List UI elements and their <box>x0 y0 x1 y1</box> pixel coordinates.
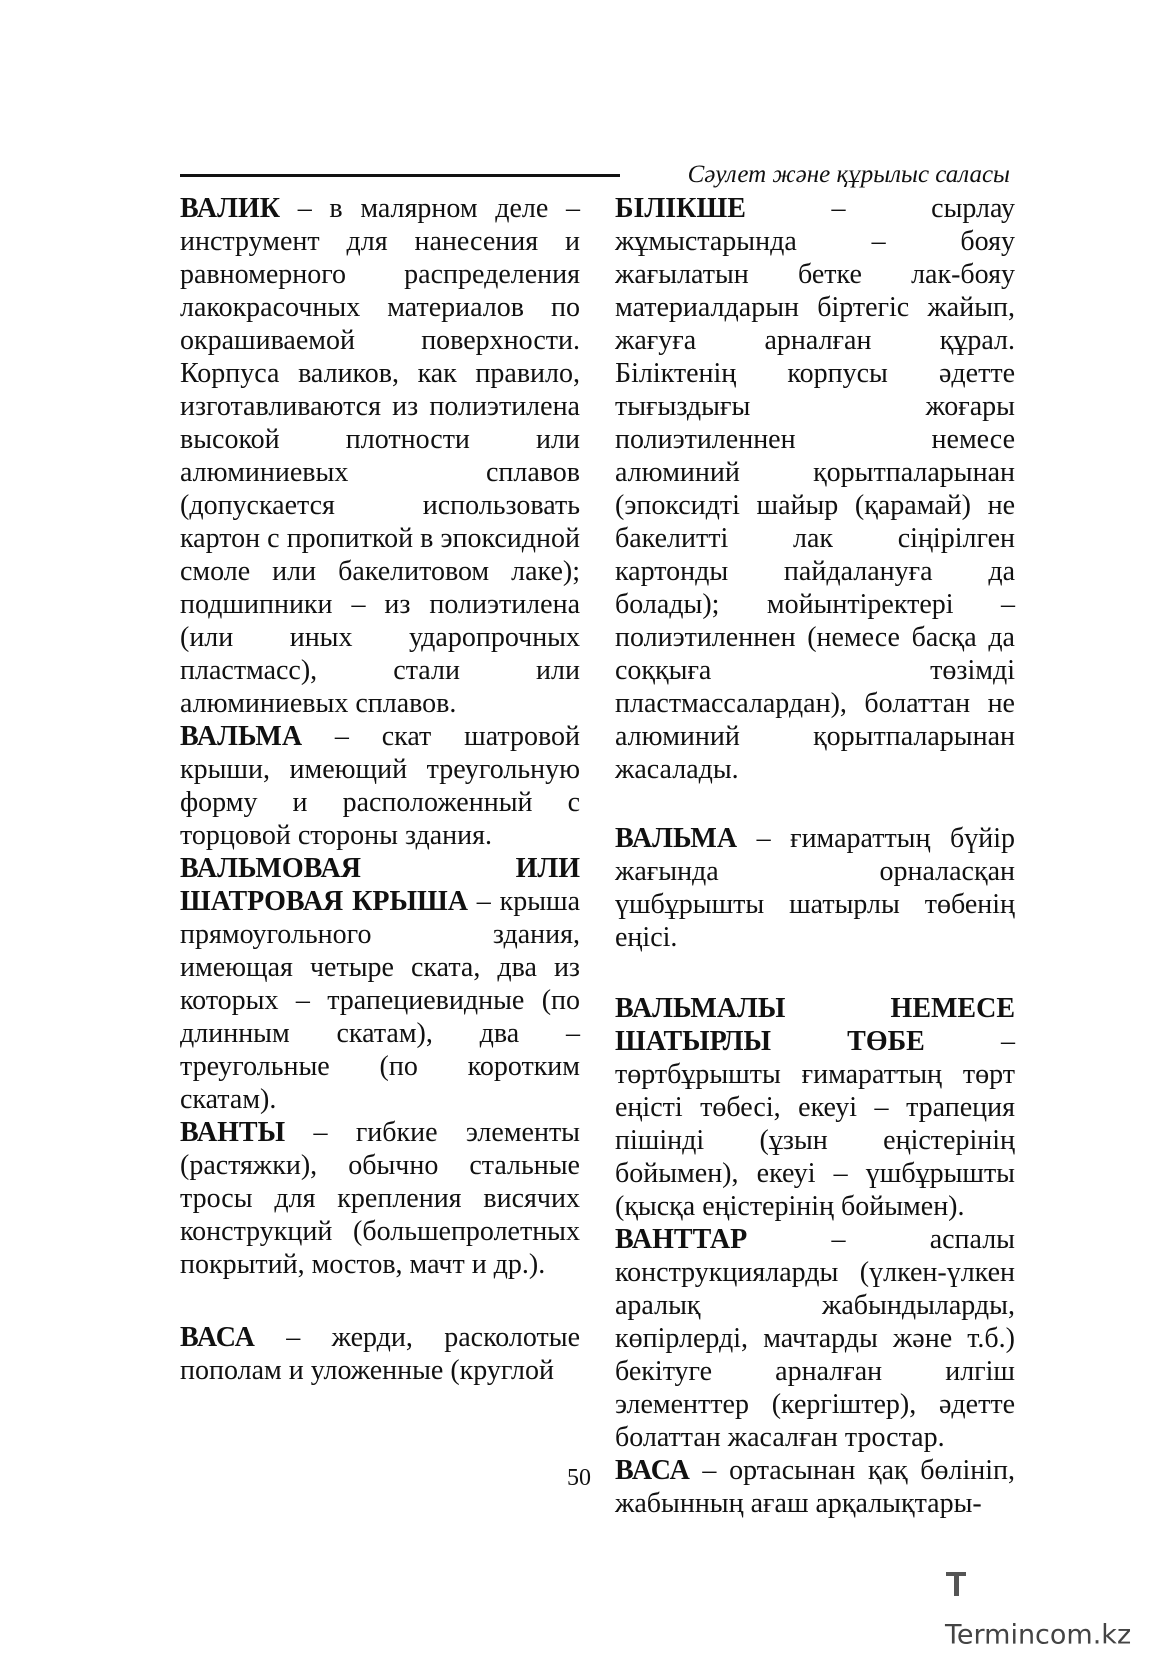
entry-valma-kz <box>615 822 1015 954</box>
entry-valmaly-tobe <box>615 992 1015 1223</box>
entry-vasa <box>180 1321 580 1387</box>
logo-mark-icon <box>945 1569 967 1613</box>
entry-term: БІЛІКШЕ <box>615 193 746 224</box>
header-rule <box>180 174 620 177</box>
entry-definition: – ғимараттың бүйір жағында орналасқан үшбұрышты шатырлы төбенің еңісі. <box>615 823 1015 953</box>
entry-term: ВАЛЬМА <box>180 721 303 752</box>
entry-term: ВАНТЫ <box>180 1117 286 1148</box>
entry-definition: – сырлау жұмыстарында – бояу жағылатын бетке лак-бояу материалдарын біртегіс жайып, жағуға арналған құрал. Біліктенің корпусы әдетте тығыздығы жоғары полиэтиленнен немесе алюминий қорытпаларынан (эпоксидті шайыр (қарамай) не бакелитті лак сіңірілген картонды пайдалануға да болады); мойынтіректері – полиэтиленнен (немесе басқа да соққыға төзімді пластмассалардан), болаттан не алюминий қорытпаларынан жасалады. <box>615 193 1015 785</box>
entry-term: ВАЛЬМОВАЯ ИЛИ ШАТРОВАЯ КРЫША <box>180 853 580 917</box>
entry-vanty <box>180 1116 580 1281</box>
entry-definition: – в малярном деле – инструмент для нанесения и равномерного распределения лакокрасочных материалов по окрашиваемой поверхности. Корпуса валиков, как правило, изготавливаются из полиэтилена высокой плотности или алюминиевых сплавов (допускается использовать картон с пропиткой в эпоксидной смоле или бакелитовом лаке); подшипники – из полиэтилена (или иных ударопрочных пластмасс), стали или алюминиевых сплавов. <box>180 193 580 719</box>
page-number: 50 <box>567 1465 591 1491</box>
entry-term: ВАСА <box>180 1322 255 1353</box>
entry-bilikshe <box>615 192 1015 786</box>
entry-definition: – гибкие элементы (растяжки), обычно стальные тросы для крепления висячих конструкций (большепролетных покрытий, мостов, мачт и др.). <box>180 1117 580 1280</box>
entry-valik <box>180 192 580 720</box>
entry-definition: – крыша прямоугольного здания, имеющая четыре ската, два из которых – трапециевидные (по длинным скатам), два – треугольные (по коротким скатам). <box>180 886 581 1115</box>
entry-definition: – төртбұрышты ғимараттың төрт еңісті төбесі, екеуі – трапеция пішінді (ұзын еңістерінің бойымен), екеуі – үшбұрышты (қысқа еңістерінің бойымен). <box>615 1026 1015 1222</box>
entry-definition: – аспалы конструкцияларды (үлкен-үлкен аралық жабындыларды, көпірлерді, мачтарды және т.б.) бекітуге арналған илгіш элементтер (кергіштер), әдетте болаттан жасалған тростар. <box>615 1224 1015 1453</box>
entry-term: ВАСА <box>615 1455 690 1486</box>
entry-definition: – жерди, расколотые пополам и уложенные (круглой <box>180 1322 580 1386</box>
entry-vanttar <box>615 1223 1015 1454</box>
entry-definition: – ортасынан қақ бөлініп, жабынның ағаш арқалықтары- <box>615 1455 1015 1519</box>
entry-valma <box>180 720 580 852</box>
entry-definition: – скат шатровой крыши, имеющий треугольную форму и расположенный с торцовой стороны здания. <box>180 721 580 851</box>
entry-term: ВАЛЬМА <box>615 823 738 854</box>
entry-valmovaya-krysha <box>180 852 580 1116</box>
logo-text: Termincom.kz <box>945 1619 1132 1650</box>
entry-term: ВАНТТАР <box>615 1224 748 1255</box>
left-column-russian <box>180 192 580 1387</box>
right-column-kazakh <box>615 192 1015 1520</box>
watermark-logo <box>945 1568 1145 1650</box>
entry-term: ВАЛЬМАЛЫ НЕМЕСЕ ШАТЫРЛЫ ТӨБЕ <box>615 993 1015 1057</box>
entry-term: ВАЛИК <box>180 193 281 224</box>
running-header: Сәулет және құрылыс саласы <box>687 161 1010 188</box>
